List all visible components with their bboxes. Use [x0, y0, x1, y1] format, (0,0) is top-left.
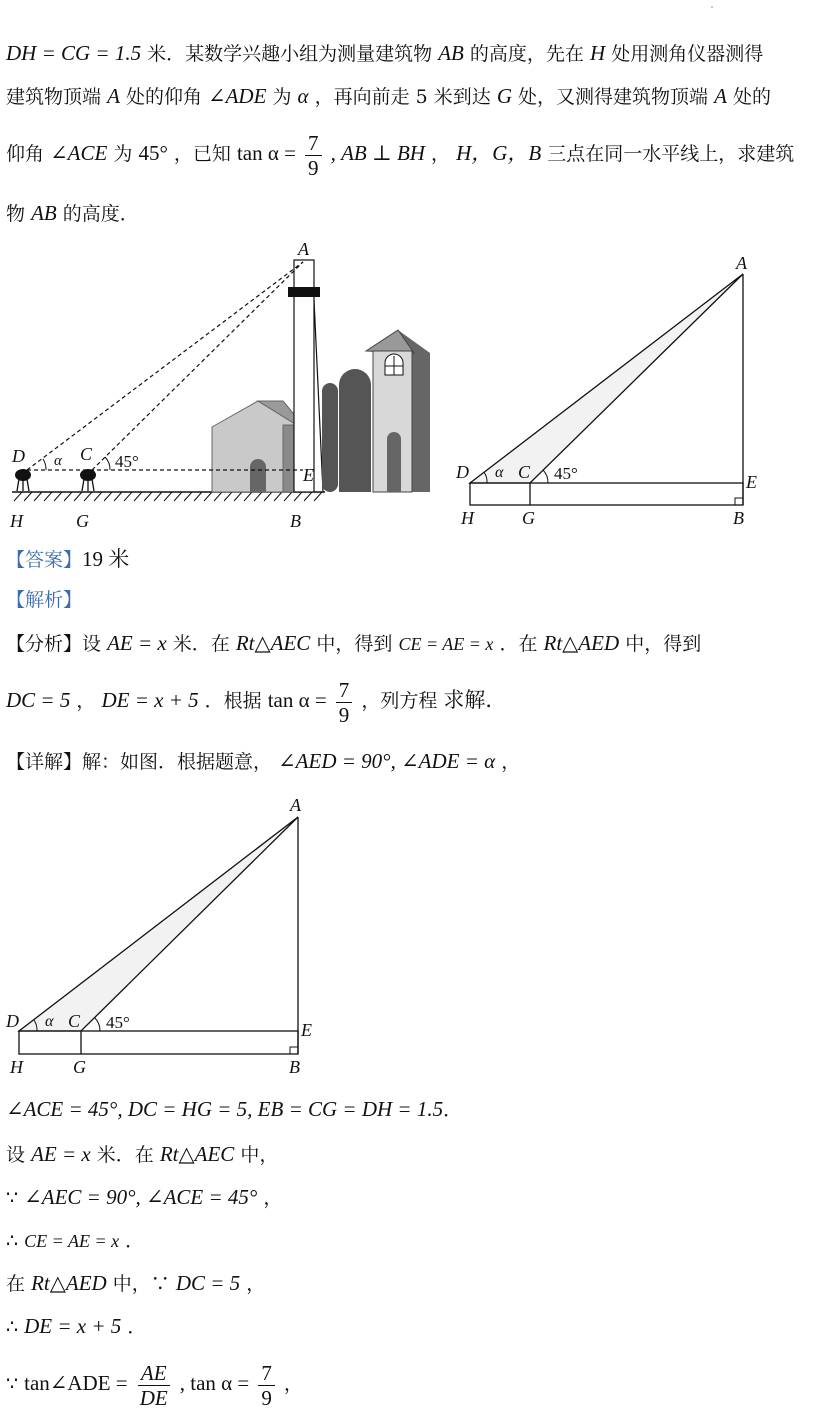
triangle-figure-1	[450, 250, 780, 535]
text: ，	[263, 1187, 283, 1209]
fenxi-tag: 【分析】	[6, 633, 83, 655]
therefore-symbol: ∴	[6, 1230, 19, 1252]
text: 为	[113, 143, 133, 165]
label-A: A	[290, 795, 301, 815]
label-C: C	[68, 1011, 81, 1031]
text: 中，	[240, 1144, 279, 1166]
label-C: C	[80, 444, 93, 464]
text: ，	[431, 143, 451, 165]
math-expr: α	[297, 84, 309, 108]
label-H: H	[10, 1057, 23, 1077]
label-45: 45°	[554, 464, 578, 483]
math-expr: DH = CG = 1.5	[6, 41, 142, 65]
math-expr: AB	[438, 41, 464, 65]
fenxi-line-2	[6, 675, 506, 726]
text: 中，得到	[316, 633, 393, 655]
fraction-denominator: DE	[139, 1385, 168, 1410]
label-D: D	[456, 462, 469, 482]
text: ．在	[499, 633, 538, 655]
fraction-numerator: 7	[258, 1362, 275, 1386]
label-B: B	[289, 1057, 300, 1077]
because-symbol: ∵	[6, 1373, 19, 1395]
text: 米．在	[172, 633, 230, 655]
math-expr: AB	[31, 201, 57, 225]
text: 建筑物顶端	[6, 86, 102, 108]
math-expr: ∠ACE = 45°, DC = HG = 5, EB = CG = DH = 1.5	[6, 1097, 444, 1121]
fraction	[336, 679, 353, 726]
label-C: C	[518, 462, 531, 482]
text: ．	[443, 1099, 463, 1121]
math-expr: Rt△AED	[31, 1271, 107, 1295]
step-1	[6, 1097, 462, 1122]
fraction	[258, 1362, 275, 1409]
label-E: E	[301, 1020, 312, 1040]
math-expr: tan∠ADE =	[24, 1371, 128, 1395]
text: 仰角	[6, 143, 45, 165]
label-A: A	[298, 239, 309, 259]
analysis-line	[6, 588, 82, 612]
step-3	[6, 1185, 282, 1210]
label-E: E	[303, 465, 314, 485]
fraction-denominator: 9	[308, 155, 319, 180]
problem-line-1	[6, 41, 763, 66]
math-expr: H，G，B	[456, 141, 542, 165]
text: 求解．	[443, 688, 507, 712]
label-D: D	[6, 1011, 19, 1031]
step-7	[6, 1357, 303, 1410]
label-A: A	[736, 253, 747, 273]
text: ．根据	[204, 690, 262, 712]
text: 的高度，先在	[469, 43, 584, 65]
label-E: E	[746, 472, 757, 492]
problem-line-2	[6, 84, 771, 109]
math-expr: H	[589, 41, 606, 65]
text: ，已知	[173, 143, 231, 165]
text: ，	[501, 751, 521, 773]
label-alpha: α	[54, 453, 62, 469]
math-expr: tan α =	[267, 688, 327, 712]
text: 物	[6, 203, 26, 225]
math-expr: , tan α =	[179, 1371, 250, 1395]
text: 在	[6, 1273, 26, 1295]
text: ．	[127, 1316, 147, 1338]
label-G: G	[522, 508, 535, 528]
text: 处，又测得建筑物顶端	[518, 86, 709, 108]
label-B: B	[733, 508, 744, 528]
text: 解：如图．根据题意，	[82, 751, 273, 773]
answer-tag: 【答案】	[6, 549, 83, 571]
fraction-numerator: 7	[336, 679, 353, 703]
label-B: B	[290, 511, 301, 531]
step-5	[6, 1271, 265, 1296]
math-expr: ∠AEC = 90°, ∠ACE = 45°	[24, 1185, 258, 1209]
analysis-tag: 【解析】	[6, 589, 83, 611]
math-expr: CE = AE = x	[24, 1231, 120, 1251]
step-6	[6, 1314, 146, 1339]
text: ，列方程	[361, 690, 438, 712]
triangle-figure-2	[0, 790, 330, 1080]
text: ，	[76, 690, 96, 712]
text: ，	[283, 1373, 303, 1395]
label-alpha: α	[495, 464, 504, 481]
label-D: D	[12, 446, 25, 466]
step-2	[6, 1142, 278, 1167]
text: 的高度．	[62, 203, 139, 225]
text: 处的	[732, 86, 771, 108]
xiangjie-tag: 【详解】	[6, 751, 83, 773]
label-H: H	[10, 511, 23, 531]
math-expr: ∠AED = 90°, ∠ADE = α	[278, 749, 496, 773]
math-expr: DC = 5	[6, 688, 71, 712]
fraction-denominator: 9	[338, 702, 350, 727]
label-G: G	[73, 1057, 86, 1077]
text: 设	[6, 1144, 26, 1166]
answer-line	[6, 547, 129, 572]
math-expr: DE = x + 5	[24, 1314, 122, 1338]
math-expr: DC = 5	[175, 1271, 241, 1295]
text: ，再向前走 5 米到达	[314, 86, 491, 108]
text: ．	[125, 1230, 145, 1252]
math-expr: AE = x	[31, 1142, 91, 1166]
problem-line-3	[6, 128, 794, 179]
scene-figure	[0, 235, 440, 535]
text: 设	[82, 633, 102, 655]
problem-line-4	[6, 201, 139, 226]
math-expr: A	[714, 84, 727, 108]
text: 三点在同一水平线上，求建筑	[547, 143, 795, 165]
label-45: 45°	[106, 1013, 130, 1032]
math-expr: ∠ADE	[208, 84, 267, 108]
text: 中，得到	[625, 633, 702, 655]
fraction-numerator: AE	[138, 1362, 170, 1386]
math-expr: Rt△AEC	[159, 1142, 235, 1166]
fraction-numerator: 7	[305, 132, 322, 156]
label-alpha: α	[45, 1013, 54, 1030]
math-expr: DE = x + 5	[101, 688, 199, 712]
text: ，	[246, 1273, 266, 1295]
therefore-symbol: ∴	[6, 1316, 19, 1338]
text: 处用测角仪器测得	[611, 43, 764, 65]
fraction	[305, 132, 322, 179]
math-expr: ∠ACE	[50, 141, 108, 165]
math-expr: AE = x	[107, 631, 167, 655]
math-expr: , AB ⊥ BH	[330, 141, 425, 165]
math-expr: A	[107, 84, 120, 108]
math-expr: Rt△AEC	[235, 631, 311, 655]
label-H: H	[461, 508, 474, 528]
math-expr: CE = AE = x	[398, 634, 494, 654]
math-expr: G	[496, 84, 512, 108]
xiangjie-line-1	[6, 749, 520, 774]
math-expr: tan α =	[236, 141, 296, 165]
fraction-denominator: 9	[261, 1385, 272, 1410]
math-expr: Rt△AED	[543, 631, 620, 655]
math-expr: 45°	[138, 141, 168, 165]
text: 中，∵	[112, 1273, 170, 1295]
label-45: 45°	[115, 452, 139, 471]
text: 为	[272, 86, 292, 108]
fraction	[137, 1362, 171, 1409]
text: 处的仰角	[125, 86, 202, 108]
fenxi-line-1	[6, 631, 701, 656]
text: 米．在	[96, 1144, 154, 1166]
speck	[711, 6, 713, 8]
label-G: G	[76, 511, 89, 531]
step-4	[6, 1229, 144, 1253]
text: 米．某数学兴趣小组为测量建筑物	[147, 43, 433, 65]
answer-value: 19 米	[82, 547, 130, 571]
because-symbol: ∵	[6, 1187, 19, 1209]
